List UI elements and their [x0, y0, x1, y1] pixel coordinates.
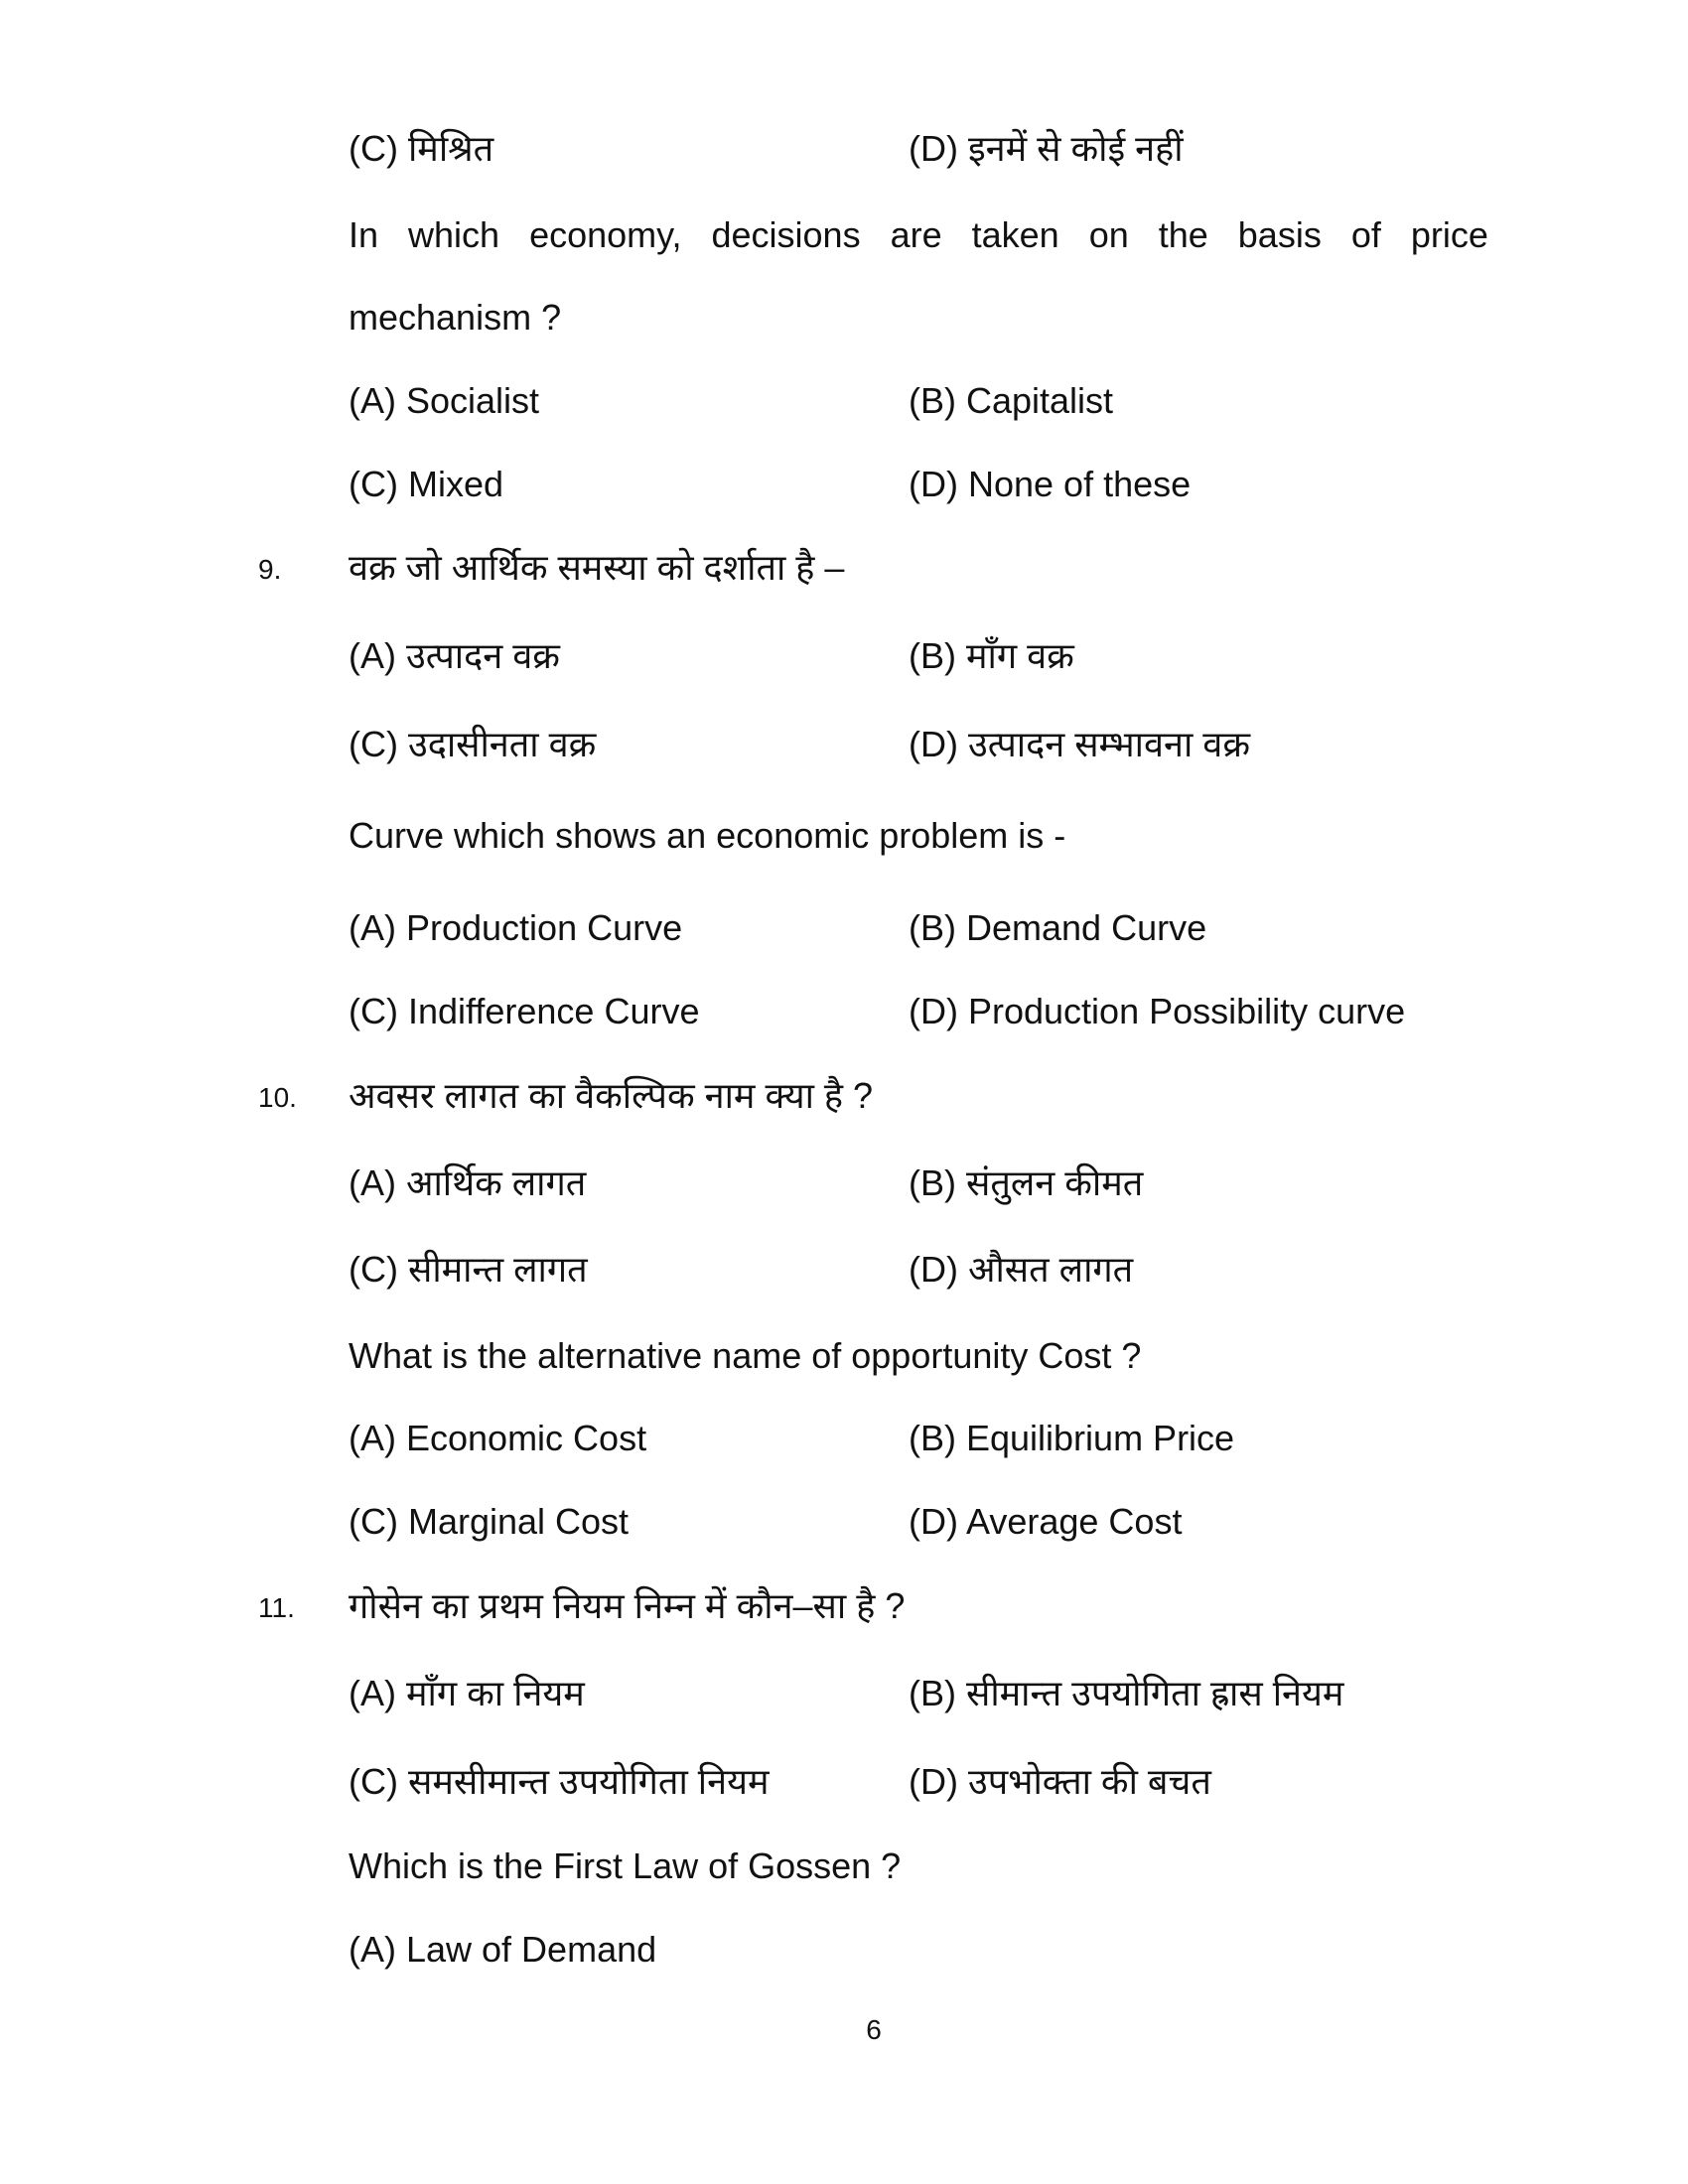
question-word: which: [408, 214, 500, 255]
question-11-hindi: गोसेन का प्रथम नियम निम्न में कौन–सा है ?: [349, 1585, 906, 1626]
option-a-hindi: (A) माँग का नियम: [349, 1673, 585, 1713]
question-9-hindi: वक्र जो आर्थिक समस्या को दर्शाता है –: [349, 547, 845, 588]
option-b: (B) Demand Curve: [909, 907, 1207, 948]
question-word: basis: [1237, 214, 1322, 255]
question-word: decisions: [711, 214, 861, 255]
option-b-hindi: (B) संतुलन कीमत: [909, 1162, 1144, 1203]
question-word: taken: [971, 214, 1059, 255]
option-b: (B) Equilibrium Price: [909, 1418, 1235, 1458]
option-b-hindi: (B) सीमान्त उपयोगिता ह्रास नियम: [909, 1673, 1344, 1713]
question-word: the: [1158, 214, 1208, 255]
option-b: (B) Capitalist: [909, 380, 1114, 421]
question-8-english-line2: mechanism ?: [349, 297, 562, 338]
question-number: 10.: [258, 1082, 297, 1113]
option-d-hindi: (D) इनमें से कोई नहीं: [909, 128, 1184, 169]
option-c-hindi: (C) समसीमान्त उपयोगिता नियम: [349, 1761, 770, 1802]
question-8-english-line1: [349, 211, 1488, 259]
option-a: (A) Production Curve: [349, 907, 683, 948]
question-10-hindi: अवसर लागत का वैकल्पिक नाम क्या है ?: [349, 1075, 874, 1116]
question-word: are: [890, 214, 942, 255]
option-b-hindi: (B) माँग वक्र: [909, 635, 1074, 676]
question-word: In: [349, 214, 379, 255]
question-11-english: Which is the First Law of Gossen ?: [349, 1845, 902, 1886]
option-a: (A) Economic Cost: [349, 1418, 647, 1458]
option-d: (D) Production Possibility curve: [909, 991, 1406, 1031]
option-a-hindi: (A) आर्थिक लागत: [349, 1162, 587, 1203]
question-word: economy,: [529, 214, 682, 255]
option-a: (A) Law of Demand: [349, 1929, 657, 1970]
question-word: of: [1350, 214, 1381, 255]
option-c: (C) Mixed: [349, 464, 504, 504]
option-d-hindi: (D) उत्पादन सम्भावना वक्र: [909, 724, 1250, 764]
question-number: 9.: [258, 554, 282, 585]
option-c-hindi: (C) मिश्रित: [349, 128, 494, 169]
option-c: (C) Marginal Cost: [349, 1501, 630, 1542]
option-c-hindi: (C) सीमान्त लागत: [349, 1249, 588, 1290]
option-d-hindi: (D) औसत लागत: [909, 1249, 1134, 1290]
question-number: 11.: [258, 1592, 295, 1623]
question-word: price: [1410, 214, 1488, 255]
option-d-hindi: (D) उपभोक्ता की बचत: [909, 1761, 1211, 1802]
page-number: 6: [866, 2014, 882, 2045]
option-d: (D) None of these: [909, 464, 1192, 504]
question-word: on: [1088, 214, 1129, 255]
question-9-english: Curve which shows an economic problem is -: [349, 815, 1066, 856]
option-d: (D) Average Cost: [909, 1501, 1183, 1542]
option-a: (A) Socialist: [349, 380, 540, 421]
option-c: (C) Indifference Curve: [349, 991, 700, 1031]
question-10-english: What is the alternative name of opportunity Cost ?: [349, 1335, 1142, 1376]
option-a-hindi: (A) उत्पादन वक्र: [349, 635, 560, 676]
option-c-hindi: (C) उदासीनता वक्र: [349, 724, 597, 764]
